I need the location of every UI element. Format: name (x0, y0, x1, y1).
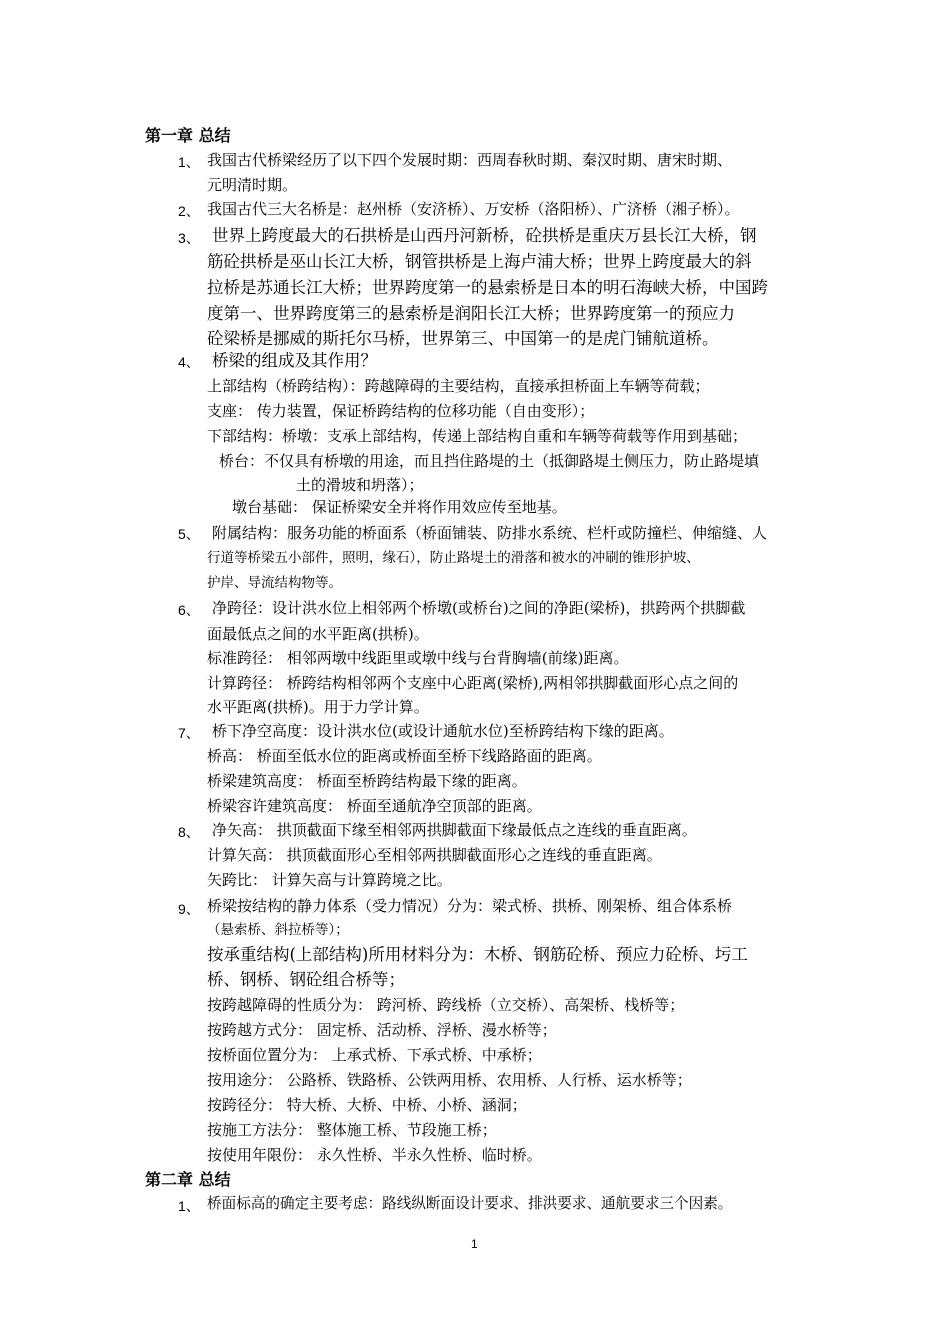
item-7-line-2: 桥高： 桥面至低水位的距离或桥面至桥下线路路面的距离。 (207, 747, 602, 765)
item-9-line-2: （悬索桥、斜拉桥等）； (207, 922, 349, 938)
item-2-line-1: 我国古代三大名桥是：赵州桥（安济桥）、万安桥（洛阳桥）、广济桥（湘子桥）。 (207, 200, 740, 218)
item-8-line-3: 矢跨比： 计算矢高与计算跨境之比。 (207, 871, 452, 889)
item-9-line-3: 按承重结构(上部结构)所用材料分为：木桥、钢筋砼桥、预应力砼桥、圬工 (207, 945, 748, 964)
item-6-line-5: 水平距离(拱桥)。用于力学计算。 (207, 698, 429, 716)
item-1-line-1: 我国古代桥梁经历了以下四个发展时期：西周春秋时期、秦汉时期、唐宋时期、 (207, 151, 733, 169)
item-4-line-3: 支座： 传力装置，保证桥跨结构的位移功能（自由变形）； (207, 402, 595, 420)
item-9-number: 9、 (178, 901, 200, 917)
item-8-number: 8、 (178, 824, 200, 840)
chapter-2-item-1-number: 1、 (178, 1198, 200, 1214)
chapter-2-heading: 第二章 总结 (145, 1170, 231, 1189)
item-7-line-4: 桥梁容许建筑高度： 桥面至通航净空顶部的距离。 (207, 797, 542, 815)
item-9-line-4: 桥、钢桥、钢砼组合桥等； (207, 970, 405, 989)
item-5-line-3: 护岸、导流结构物等。 (207, 575, 342, 591)
item-3-line-5: 砼梁桥是挪威的斯托尔马桥，世界第三、中国第一的是虎门铺航道桥。 (207, 329, 719, 348)
item-6-line-4: 计算跨径： 桥跨结构相邻两个支座中心距离(梁桥),两相邻拱脚截面形心点之间的 (207, 674, 739, 692)
item-7-number: 7、 (178, 725, 200, 741)
item-9-line-1: 桥梁按结构的静力体系（受力情况）分为：梁式桥、拱桥、刚架桥、组合体系桥 (207, 897, 733, 915)
item-3-line-3: 拉桥是苏通长江大桥；世界跨度第一的悬索桥是日本的明石海峡大桥，中国跨 (207, 278, 768, 297)
item-3-line-4: 度第一、世界跨度第三的悬索桥是润阳长江大桥；世界跨度第一的预应力 (207, 304, 735, 323)
item-9-line-10: 按施工方法分： 整体施工桥、节段施工桥； (207, 1121, 497, 1139)
item-4-line-6: 土的滑坡和坍落）； (296, 476, 424, 494)
item-9-line-11: 按使用年限份： 永久性桥、半永久性桥、临时桥。 (207, 1146, 542, 1164)
item-2-number: 2、 (178, 203, 200, 219)
item-4-line-5: 桥台：不仅具有桥墩的用途，而且挡住路堤的土（抵御路堤土侧压力，防止路堤填 (219, 452, 760, 470)
item-7-line-1: 桥下净空高度：设计洪水位(或设计通航水位)至桥跨结构下缘的距离。 (212, 722, 674, 740)
item-6-line-3: 标准跨径： 相邻两墩中线距里或墩中线与台背胸墙(前缘)距离。 (207, 649, 629, 667)
chapter-2-item-1-line-1: 桥面标高的确定主要考虑：路线纵断面设计要求、排洪要求、通航要求三个因素。 (207, 1195, 733, 1212)
item-4-line-1: 桥梁的组成及其作用？ (212, 351, 377, 370)
item-9-line-6: 按跨越方式分： 固定桥、活动桥、浮桥、漫水桥等； (207, 1021, 557, 1039)
item-9-line-5: 按跨越障碍的性质分为： 跨河桥、跨线桥（立交桥）、高架桥、栈桥等； (207, 996, 685, 1014)
item-4-line-2: 上部结构（桥跨结构）：跨越障碍的主要结构，直接承担桥面上车辆等荷载； (207, 377, 710, 395)
page-number: 1 (471, 1237, 478, 1251)
item-6-line-2: 面最低点之间的水平距离(拱桥)。 (207, 625, 429, 643)
item-4-line-7: 墩台基础： 保证桥梁安全并将作用效应传至地基。 (232, 498, 567, 516)
item-5-number: 5、 (178, 526, 200, 542)
item-5-line-2: 行道等桥梁五小部件，照明，缘石），防止路堤土的滑落和被水的冲刷的锥形护坡、 (207, 550, 700, 566)
item-9-line-9: 按跨径分： 特大桥、大桥、中桥、小桥、涵洞； (207, 1096, 527, 1114)
item-3-number: 3、 (178, 230, 200, 246)
item-4-line-4: 下部结构：桥墩：支承上部结构，传递上部结构自重和车辆等荷载等作用到基础； (207, 427, 748, 445)
item-3-line-1: 世界上跨度最大的石拱桥是山西丹河新桥，砼拱桥是重庆万县长江大桥，钢 (212, 226, 757, 245)
item-3-line-2: 筋砼拱桥是巫山长江大桥，钢管拱桥是上海卢浦大桥；世界上跨度最大的斜 (207, 252, 752, 271)
item-6-number: 6、 (178, 602, 200, 618)
item-9-line-8: 按用途分： 公路桥、铁路桥、公铁两用桥、农用桥、人行桥、运水桥等； (207, 1071, 692, 1089)
item-4-number: 4、 (178, 354, 200, 370)
item-5-line-1: 附属结构：服务功能的桥面系（桥面铺装、防排水系统、栏杆或防撞栏、伸缩缝、人 (212, 524, 768, 542)
item-7-line-3: 桥梁建筑高度： 桥面至桥跨结构最下缘的距离。 (207, 772, 527, 790)
chapter-1-heading: 第一章 总结 (145, 126, 231, 145)
item-6-line-1: 净跨径：设计洪水位上相邻两个桥墩(或桥台)之间的净距(梁桥)，拱跨两个拱脚截 (212, 599, 746, 617)
item-8-line-1: 净矢高： 拱顶截面下缘至相邻两拱脚截面下缘最低点之连线的垂直距离。 (212, 821, 697, 839)
item-8-line-2: 计算矢高： 拱顶截面形心至相邻两拱脚截面形心之连线的垂直距离。 (207, 846, 662, 864)
item-9-line-7: 按桥面位置分为： 上承式桥、下承式桥、中承桥； (207, 1046, 542, 1064)
item-1-number: 1、 (178, 154, 200, 170)
item-1-line-2: 元明清时期。 (207, 176, 298, 194)
